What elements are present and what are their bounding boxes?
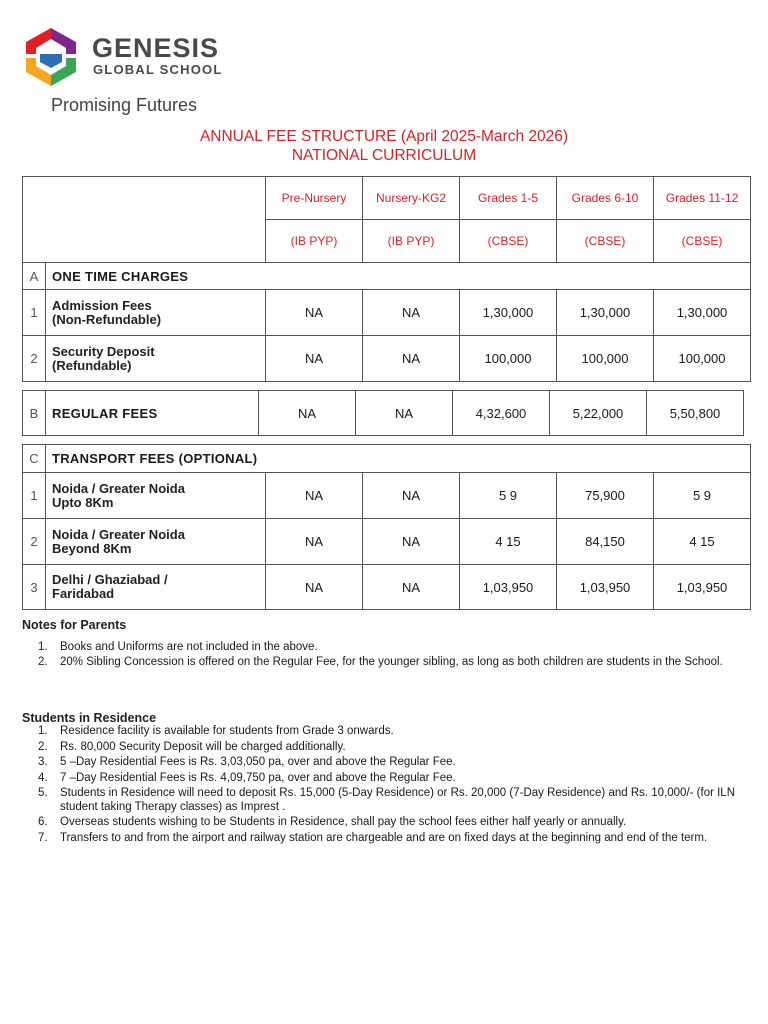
row-index: 1 <box>23 290 46 336</box>
row-label <box>46 565 266 610</box>
list-number: 2. <box>38 740 48 753</box>
row-label <box>46 519 266 565</box>
fee-cell: NA <box>356 391 453 436</box>
list-number: 5. <box>38 787 48 799</box>
residence-heading: Students in Residence <box>22 711 157 725</box>
brand-name: GENESIS <box>92 33 220 63</box>
tagline: Promising Futures <box>51 95 198 115</box>
fee-cell: 4 15 <box>460 519 557 565</box>
list-number: 1. <box>38 641 48 653</box>
list-item <box>22 756 748 770</box>
row-label <box>46 290 266 336</box>
list-item <box>22 725 748 739</box>
row-label-line-2: (Refundable) <box>52 357 132 373</box>
list-text: Transfers to and from the airport and railway station are chargeable and are on fixed days at the beginning and end of the term. <box>60 831 708 844</box>
table-row <box>23 519 751 565</box>
list-number: 1. <box>38 725 48 737</box>
row-label <box>46 336 266 382</box>
list-number: 3. <box>38 756 48 768</box>
fee-cell: NA <box>266 565 363 610</box>
title-line-1: ANNUAL FEE STRUCTURE (April 2025-March 2026) <box>199 128 569 145</box>
fee-cell: 5 9 <box>654 473 751 519</box>
row-index: 1 <box>23 473 46 519</box>
section-index: B <box>23 391 46 436</box>
col-header-grades-11-12: Grades 11-12 <box>654 177 751 220</box>
list-text: Overseas students wishing to be Students in Residence, shall pay the school fees either half yearly or annually. <box>60 816 627 828</box>
residence-list <box>22 725 748 847</box>
col-board-grades-6-10: (CBSE) <box>557 220 654 263</box>
list-item <box>22 640 748 654</box>
row-label-line-2: (Non-Refundable) <box>52 311 162 327</box>
fee-cell: NA <box>363 519 460 565</box>
row-index: 2 <box>23 336 46 382</box>
list-text: Students in Residence will need to deposit Rs. 15,000 (5-Day Residence) or Rs. 20,000 (7-Day Residence) and Rs. 10,000/- (for ILN student taking Therapy classes) as Imprest . <box>60 787 736 813</box>
table-row <box>23 290 751 336</box>
fee-cell: 1,30,000 <box>557 290 654 336</box>
brand-subtitle: GLOBAL SCHOOL <box>93 62 223 77</box>
fee-cell: 1,30,000 <box>654 290 751 336</box>
notes-list <box>22 640 748 670</box>
fee-cell: NA <box>259 391 356 436</box>
col-board-nursery-kg2: (IB PYP) <box>363 220 460 263</box>
list-item <box>22 787 748 814</box>
row-label-line-2: Upto 8Km <box>52 494 114 510</box>
list-number: 6. <box>38 816 48 828</box>
row-label-line-1: Security Deposit <box>52 343 155 359</box>
fee-table-transport <box>22 444 751 610</box>
fee-cell: 100,000 <box>654 336 751 382</box>
fee-cell: 100,000 <box>460 336 557 382</box>
col-header-nursery-kg2: Nursery-KG2 <box>363 177 460 220</box>
fee-cell: NA <box>266 336 363 382</box>
col-board-pre-nursery: (IB PYP) <box>266 220 363 263</box>
fee-cell: 5,22,000 <box>550 391 647 436</box>
fee-cell: 5 9 <box>460 473 557 519</box>
fee-cell: 84,150 <box>557 519 654 565</box>
notes-heading: Notes for Parents <box>22 618 127 632</box>
col-header-grades-1-5: Grades 1-5 <box>460 177 557 220</box>
row-label-line-1: Noida / Greater Noida <box>52 526 185 542</box>
list-text: 7 –Day Residential Fees is Rs. 4,09,750 pa, over and above the Regular Fee. <box>60 771 456 784</box>
list-text: 5 –Day Residential Fees is Rs. 3,03,050 pa, over and above the Regular Fee. <box>60 756 456 768</box>
fee-cell: NA <box>266 473 363 519</box>
section-c-header-row <box>23 445 751 473</box>
fee-cell: 1,03,950 <box>460 565 557 610</box>
fee-cell: 4,32,600 <box>453 391 550 436</box>
list-text: Rs. 80,000 Security Deposit will be charged additionally. <box>60 740 346 753</box>
list-item <box>22 772 748 786</box>
section-label: TRANSPORT FEES (OPTIONAL) <box>46 445 751 473</box>
title-line-2: NATIONAL CURRICULUM <box>291 147 477 164</box>
fee-cell: 75,900 <box>557 473 654 519</box>
list-text: Residence facility is available for students from Grade 3 onwards. <box>60 725 394 737</box>
fee-table-header-and-one-time <box>22 176 751 382</box>
row-label <box>46 473 266 519</box>
list-item <box>22 816 748 830</box>
section-label: REGULAR FEES <box>46 391 259 436</box>
col-header-grades-6-10: Grades 6-10 <box>557 177 654 220</box>
list-item <box>22 655 748 669</box>
section-label: ONE TIME CHARGES <box>46 263 751 290</box>
table-row <box>23 565 751 610</box>
section-b-row <box>23 391 744 436</box>
fee-cell: NA <box>363 336 460 382</box>
fee-cell: 100,000 <box>557 336 654 382</box>
list-number: 7. <box>38 831 48 844</box>
fee-cell: NA <box>363 565 460 610</box>
list-item <box>22 741 748 755</box>
fee-cell: 1,03,950 <box>654 565 751 610</box>
col-header-pre-nursery: Pre-Nursery <box>266 177 363 220</box>
col-board-grades-1-5: (CBSE) <box>460 220 557 263</box>
list-text: Books and Uniforms are not included in the above. <box>60 641 318 653</box>
header-blank-cell <box>23 177 266 263</box>
row-index: 2 <box>23 519 46 565</box>
section-index: A <box>23 263 46 290</box>
fee-cell: NA <box>363 473 460 519</box>
fee-cell: NA <box>363 290 460 336</box>
fee-cell: 4 15 <box>654 519 751 565</box>
row-index: 3 <box>23 565 46 610</box>
list-text: 20% Sibling Concession is offered on the Regular Fee, for the younger sibling, as long as both children are students in the School. <box>60 656 723 668</box>
fee-table-regular <box>22 390 744 436</box>
table-row <box>23 473 751 519</box>
list-number: 2. <box>38 656 48 668</box>
row-label-line-2: Beyond 8Km <box>52 540 132 556</box>
hexagon-logo-icon <box>20 24 82 90</box>
page-title <box>0 127 768 165</box>
fee-cell: NA <box>266 290 363 336</box>
list-item <box>22 832 748 846</box>
row-label-line-1: Admission Fees <box>52 297 152 313</box>
fee-cell: NA <box>266 519 363 565</box>
section-index: C <box>23 445 46 473</box>
section-a-header-row <box>23 263 751 290</box>
row-label-line-1: Delhi / Ghaziabad / <box>52 572 168 587</box>
table-row <box>23 336 751 382</box>
fee-cell: 1,03,950 <box>557 565 654 610</box>
fee-cell: 5,50,800 <box>647 391 744 436</box>
list-number: 4. <box>38 771 48 784</box>
row-label-line-2: Faridabad <box>52 586 115 601</box>
row-label-line-1: Noida / Greater Noida <box>52 480 185 496</box>
fee-cell: 1,30,000 <box>460 290 557 336</box>
col-board-grades-11-12: (CBSE) <box>654 220 751 263</box>
